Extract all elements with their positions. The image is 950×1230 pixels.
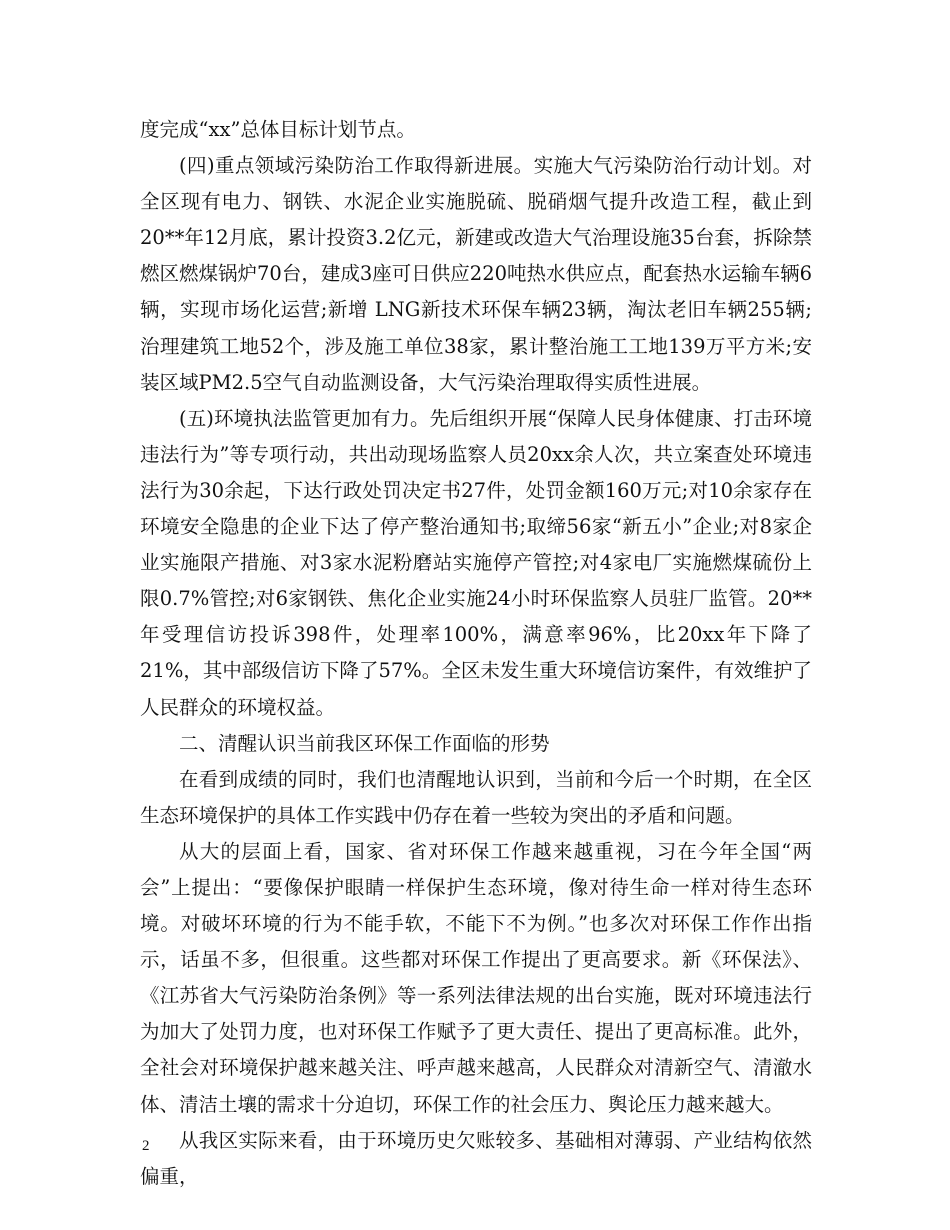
paragraph-air-pollution: (四)重点领域污染防治工作取得新进展。实施大气污染防治行动计划。对全区现有电力、钢铁、水泥企业实施脱硫、脱硝烟气提升改造工程，截止到20**年12月底，累计投资3.2亿元，新建或改造大气治理设施35台套，拆除禁燃区燃煤锅炉70台，建成3座可日供应220吨热水供应点，配套热水运输车辆6辆，实现市场化运营;新增 LNG新技术环保车辆23辆，淘汰老旧车辆255辆;治理建筑工地52个，涉及施工单位38家，累计整治施工工地139万平方米;安装区域PM2.5空气自动监测设备，大气污染治理取得实质性进展。 [140,154,812,394]
page-number: 2 [142,1138,150,1154]
paragraph-continuation: 度完成“xx”总体目标计划节点。 [140,118,416,141]
paragraph-macro-view: 从大的层面上看，国家、省对环保工作越来越重视，习在今年全国“两会”上提出：“要像保护眼睛一样保护生态环境，像对待生命一样对待生态环境。对破坏环境的行为不能手软，不能下不为例。”也多次对环保工作作出指示，话虽不多，但很重。这些都对环保工作提出了更高要求。新《环保法》、《江苏省大气污染防治条例》等一系列法律法规的出台实施，既对环境违法行为加大了处罚力度，也对环保工作赋予了更大责任、提出了更高标准。此外，全社会对环境保护越来越关注、呼声越来越高，人民群众对清新空气、清澈水体、清洁土壤的需求十分迫切，环保工作的社会压力、舆论压力越来越大。 [140,839,812,1116]
paragraph-local-view: 从我区实际来看，由于环境历史欠账较多、基础相对薄弱、产业结构依然偏重， [140,1128,812,1188]
paragraph-awareness: 在看到成绩的同时，我们也清醒地认识到，当前和今后一个时期，在全区生态环境保护的具体工作实践中仍存在着一些较为突出的矛盾和问题。 [140,767,812,827]
paragraph-enforcement: (五)环境执法监管更加有力。先后组织开展“保障人民身体健康、打击环境违法行为”等专项行动，共出动现场监察人员20xx余人次，共立案查处环境违法行为30余起，下达行政处罚决定书27件，处罚金额160万元;对10余家存在环境安全隐患的企业下达了停产整治通知书;取缔56家“新五小”企业;对8家企业实施限产措施、对3家水泥粉磨站实施停产管控;对4家电厂实施燃煤硫份上限0.7%管控;对6家钢铁、焦化企业实施24小时环保监察人员驻厂监管。20**年受理信访投诉398件，处理率100%，满意率96%，比20xx年下降了21%，其中部级信访下降了57%。全区未发生重大环境信访案件，有效维护了人民群众的环境权益。 [140,406,812,719]
section-heading: 二、清醒认识当前我区环保工作面临的形势 [179,731,550,755]
document-body [140,112,812,1195]
